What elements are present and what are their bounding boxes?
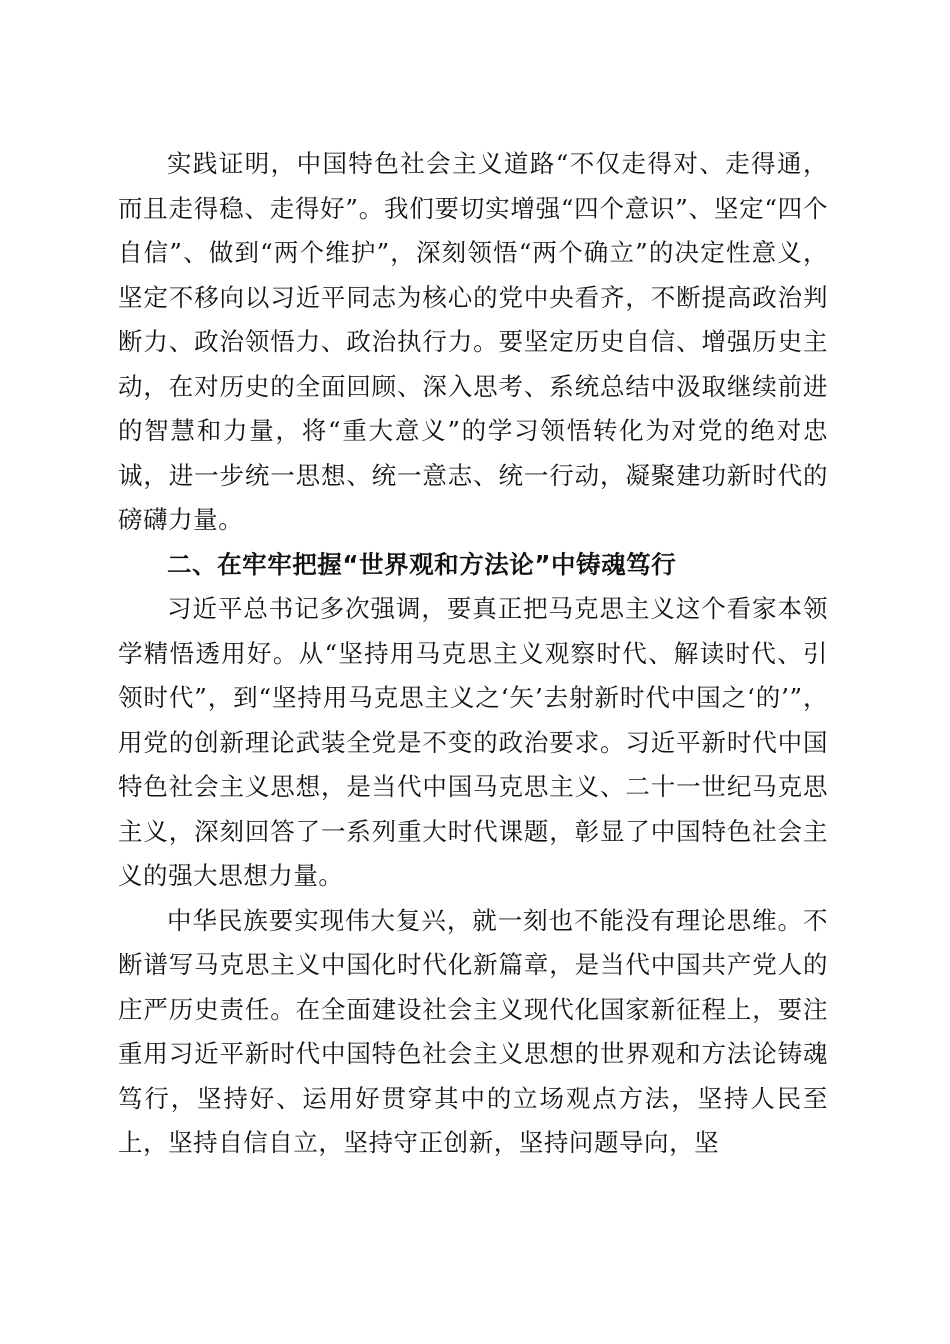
paragraph-marxism-skills: 习近平总书记多次强调，要真正把马克思主义这个看家本领学精悟透用好。从“坚持用马克思主义观察时代、解读时代、引领时代”，到“坚持用马克思主义之‘矢’去射新时代中国之‘的’”，用党的创新理论武装全党是不变的政治要求。习近平新时代中国特色社会主义思想，是当代中国马克思主义、二十一世纪马克思主义，深刻回答了一系列重大时代课题，彰显了中国特色社会主义的强大思想力量。 [118,594,828,890]
document-body [118,142,828,1166]
paragraph-theoretical-thinking: 中华民族要实现伟大复兴，就一刻也不能没有理论思维。不断谱写马克思主义中国化时代化新篇章，是当代中国共产党人的庄严历史责任。在全面建设社会主义现代化国家新征程上，要注重用习近平新时代中国特色社会主义思想的世界观和方法论铸魂笃行，坚持好、运用好贯穿其中的立场观点方法，坚持人民至上，坚持自信自立，坚持守正创新，坚持问题导向，坚 [118,905,828,1157]
paragraph-practice-proves: 实践证明，中国特色社会主义道路“不仅走得对、走得通，而且走得稳、走得好”。我们要切实增强“四个意识”、坚定“四个自信”、做到“两个维护”，深刻领悟“两个确立”的决定性意义，坚定不移向以习近平同志为核心的党中央看齐，不断提高政治判断力、政治领悟力、政治执行力。要坚定历史自信、增强历史主动，在对历史的全面回顾、深入思考、系统总结中汲取继续前进的智慧和力量，将“重大意义”的学习领悟转化为对党的绝对忠诚，进一步统一思想、统一意志、统一行动，凝聚建功新时代的磅礴力量。 [118,149,828,534]
section-heading-worldview-methodology: 二、在牢牢把握“世界观和方法论”中铸魂笃行 [167,549,677,579]
